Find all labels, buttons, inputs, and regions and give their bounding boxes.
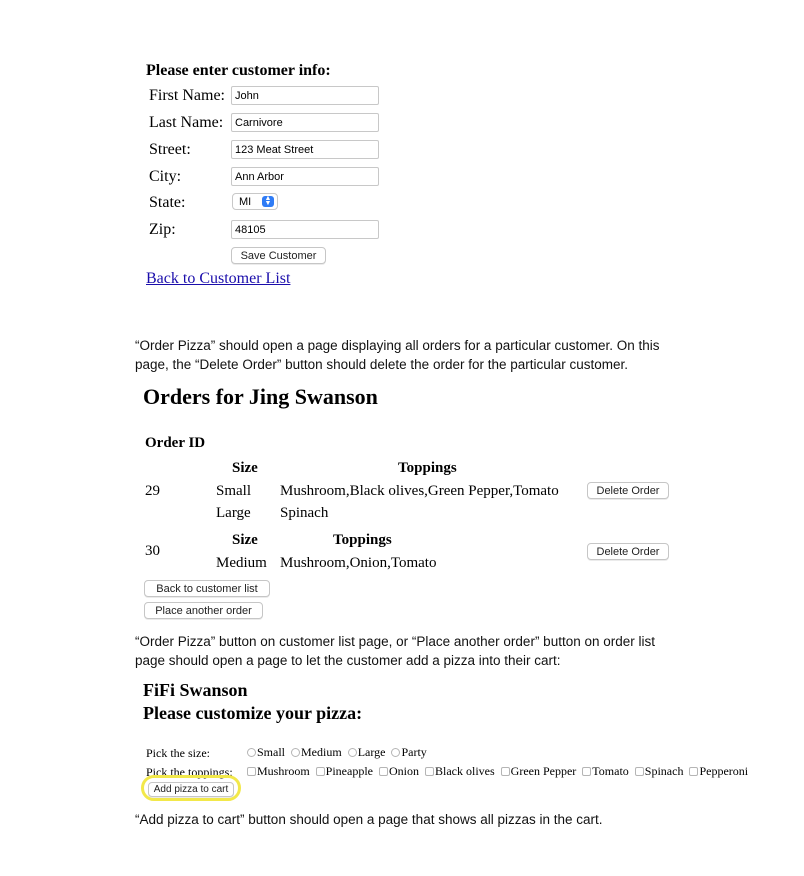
- checkbox-icon[interactable]: [379, 767, 388, 776]
- size-option-label: Medium: [301, 745, 342, 759]
- topping-mushroom[interactable]: [244, 764, 310, 779]
- pizza-customer-name: FiFi Swanson: [143, 680, 248, 700]
- topping-label: Pepperoni: [699, 764, 749, 778]
- size-option-large[interactable]: [345, 745, 386, 760]
- state-label: State:: [149, 194, 186, 211]
- toppings-header: Toppings: [333, 532, 392, 548]
- place-another-order-button[interactable]: Place another order: [144, 602, 263, 619]
- checkbox-icon[interactable]: [247, 767, 256, 776]
- topping-spinach[interactable]: [632, 764, 684, 779]
- order-id-cell: 30: [145, 543, 160, 559]
- radio-icon[interactable]: [348, 748, 357, 757]
- toppings-cell: Mushroom,Black olives,Green Pepper,Tomato: [280, 483, 559, 499]
- paragraph-line: page should open a page to let the customer add a pizza into their cart:: [135, 653, 561, 668]
- delete-order-button[interactable]: Delete Order: [587, 543, 669, 560]
- radio-icon[interactable]: [247, 748, 256, 757]
- checkbox-icon[interactable]: [582, 767, 591, 776]
- description-paragraph-3: “Add pizza to cart” button should open a page that shows all pizzas in the cart.: [135, 812, 603, 827]
- highlight-annotation: [141, 775, 241, 801]
- size-header: Size: [232, 532, 258, 548]
- topping-onion[interactable]: [376, 764, 419, 779]
- first-name-label: First Name:: [149, 87, 225, 104]
- topping-label: Black olives: [435, 764, 495, 778]
- checkbox-icon[interactable]: [316, 767, 325, 776]
- first-name-input[interactable]: [231, 86, 379, 105]
- description-paragraph-2: [135, 632, 755, 670]
- description-paragraph-1: [135, 336, 755, 374]
- add-pizza-to-cart-button[interactable]: Add pizza to cart: [148, 782, 234, 797]
- topping-label: Mushroom: [257, 764, 310, 778]
- size-header: Size: [232, 460, 258, 476]
- customer-form-title: Please enter customer info:: [146, 62, 331, 79]
- size-row: [146, 745, 427, 761]
- street-input[interactable]: [231, 140, 379, 159]
- state-select[interactable]: [232, 193, 278, 210]
- topping-label: Onion: [389, 764, 419, 778]
- toppings-cell: Mushroom,Onion,Tomato: [280, 555, 437, 571]
- back-to-customer-list-button[interactable]: Back to customer list: [144, 580, 270, 597]
- topping-label: Pineapple: [325, 764, 373, 778]
- topping-black-olives[interactable]: [422, 764, 495, 779]
- back-to-customer-list-link[interactable]: Back to Customer List: [146, 270, 291, 287]
- topping-label: Tomato: [592, 764, 629, 778]
- size-cell: Small: [216, 483, 252, 499]
- size-option-label: Small: [257, 745, 286, 759]
- topping-label: Green Pepper: [510, 764, 577, 778]
- size-label: Pick the size:: [146, 746, 210, 760]
- checkbox-icon[interactable]: [689, 767, 698, 776]
- toppings-label: Pick the toppings:: [146, 765, 233, 779]
- size-option-label: Large: [357, 745, 386, 759]
- state-select-value: MI: [239, 195, 252, 208]
- checkbox-icon[interactable]: [425, 767, 434, 776]
- chevron-updown-icon: ▲ ▼: [262, 196, 274, 207]
- save-customer-button[interactable]: Save Customer: [231, 247, 326, 264]
- size-option-party[interactable]: [388, 745, 426, 760]
- toppings-cell: Spinach: [280, 505, 329, 521]
- zip-input[interactable]: [231, 220, 379, 239]
- paragraph-line: “Order Pizza” button on customer list page, or “Place another order” button on order list: [135, 634, 656, 649]
- size-option-label: Party: [401, 745, 427, 759]
- topping-pineapple[interactable]: [313, 764, 373, 779]
- order-id-cell: 29: [145, 483, 160, 499]
- size-option-medium[interactable]: [288, 745, 342, 760]
- radio-icon[interactable]: [291, 748, 300, 757]
- city-label: City:: [149, 168, 182, 185]
- zip-label: Zip:: [149, 221, 176, 238]
- size-option-small[interactable]: [244, 745, 285, 760]
- size-cell: Large: [216, 505, 251, 521]
- last-name-label: Last Name:: [149, 114, 224, 131]
- radio-icon[interactable]: [391, 748, 400, 757]
- orders-title: Orders for Jing Swanson: [143, 384, 378, 409]
- checkbox-icon[interactable]: [635, 767, 644, 776]
- last-name-input[interactable]: [231, 113, 379, 132]
- size-cell: Medium: [216, 555, 267, 571]
- pizza-heading: Please customize your pizza:: [143, 703, 363, 723]
- topping-label: Spinach: [644, 764, 684, 778]
- delete-order-button[interactable]: Delete Order: [587, 482, 669, 499]
- checkbox-icon[interactable]: [501, 767, 510, 776]
- toppings-header: Toppings: [398, 460, 457, 476]
- topping-tomato[interactable]: [579, 764, 629, 779]
- topping-green-pepper[interactable]: [498, 764, 577, 779]
- city-input[interactable]: [231, 167, 379, 186]
- topping-pepperoni[interactable]: [686, 764, 748, 779]
- street-label: Street:: [149, 141, 191, 158]
- paragraph-line: page, the “Delete Order” button should delete the order for the particular customer.: [135, 357, 629, 372]
- paragraph-line: “Order Pizza” should open a page displaying all orders for a particular customer. On this: [135, 338, 660, 353]
- order-id-header: Order ID: [145, 435, 206, 451]
